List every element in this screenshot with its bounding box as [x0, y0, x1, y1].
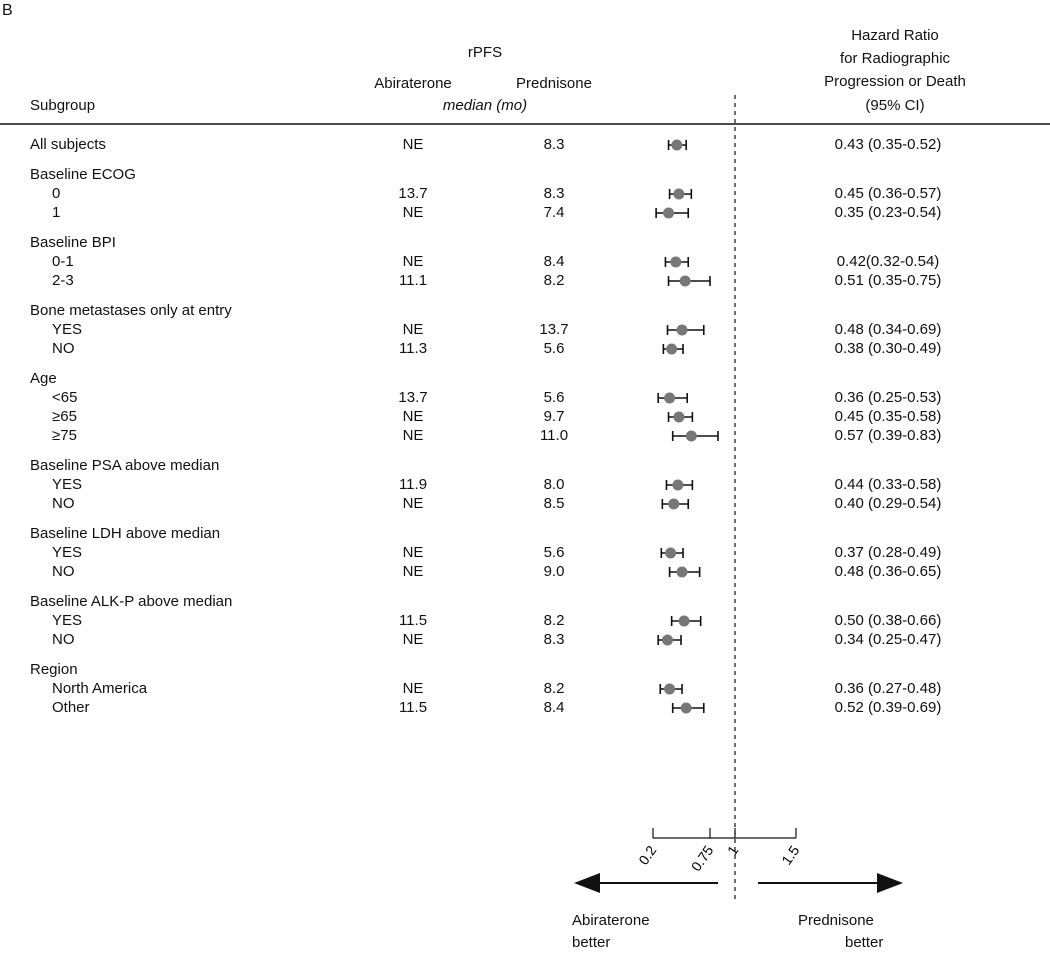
abiraterone-median: 11.1 — [398, 272, 428, 289]
subgroup-header: Baseline ECOG — [30, 166, 136, 183]
subgroup-label: YES — [52, 321, 83, 338]
hazard-ratio-text: 0.43 (0.35-0.52) — [834, 136, 942, 153]
abiraterone-median: 11.9 — [398, 476, 428, 493]
abiraterone-median: 13.7 — [398, 389, 428, 406]
prednisone-median: 8.3 — [543, 185, 565, 202]
prednisone-median: 11.0 — [539, 427, 569, 444]
hazard-ratio-text: 0.45 (0.36-0.57) — [834, 185, 942, 202]
abiraterone-better-line2: better — [572, 934, 611, 951]
prednisone-better-line2: better — [845, 934, 884, 951]
ci-mark — [661, 548, 683, 559]
abiraterone-median: NE — [402, 136, 424, 153]
hazard-ratio-point — [670, 257, 681, 268]
abiraterone-median: NE — [402, 631, 424, 648]
hazard-ratio-text: 0.51 (0.35-0.75) — [834, 272, 942, 289]
ci-mark — [660, 684, 682, 695]
hazard-ratio-point — [680, 276, 691, 287]
ci-mark — [658, 635, 681, 646]
header-prednisone: Prednisone — [516, 75, 592, 92]
hazard-ratio-text: 0.37 (0.28-0.49) — [834, 544, 942, 561]
x-tick-label: 1 — [723, 842, 742, 859]
prednisone-median: 9.0 — [543, 563, 565, 580]
header-hr-line3: Progression or Death — [824, 73, 966, 90]
abiraterone-median: NE — [402, 680, 424, 697]
subgroup-header: Baseline LDH above median — [30, 525, 221, 542]
header-rpfs: rPFS — [467, 44, 503, 61]
ci-mark — [665, 257, 688, 268]
ci-mark — [669, 412, 693, 423]
subgroup-label: 2-3 — [52, 272, 74, 289]
hazard-ratio-point — [672, 480, 683, 491]
prednisone-median: 8.4 — [543, 699, 565, 716]
subgroup-label: YES — [52, 612, 83, 629]
ci-mark — [668, 325, 704, 336]
prednisone-better-line1: Prednisone — [798, 912, 874, 929]
prednisone-median: 8.4 — [543, 253, 565, 270]
x-axis-ticks — [635, 828, 802, 874]
ci-mark — [669, 276, 710, 287]
x-tick-label: 1.5 — [778, 842, 803, 868]
hazard-ratio-text: 0.40 (0.29-0.54) — [834, 495, 942, 512]
prednisone-median: 5.6 — [543, 340, 565, 357]
ci-mark — [666, 480, 692, 491]
prednisone-median: 8.3 — [543, 136, 565, 153]
header-hr-line4: (95% CI) — [865, 97, 925, 114]
x-tick-label: 0.2 — [635, 842, 660, 868]
hazard-ratio-point — [673, 189, 684, 200]
abiraterone-median: 11.5 — [398, 612, 428, 629]
hazard-ratio-text: 0.35 (0.23-0.54) — [834, 204, 942, 221]
subgroup-label: NO — [52, 495, 75, 512]
prednisone-median: 13.7 — [539, 321, 569, 338]
hazard-ratio-point — [662, 635, 673, 646]
hazard-ratio-point — [663, 208, 674, 219]
subgroup-header: Bone metastases only at entry — [30, 302, 232, 319]
hazard-ratio-text: 0.50 (0.38-0.66) — [834, 612, 942, 629]
prednisone-median: 5.6 — [543, 389, 565, 406]
hazard-ratio-point — [668, 499, 679, 510]
subgroup-label: NO — [52, 563, 75, 580]
abiraterone-median: NE — [402, 408, 424, 425]
hazard-ratio-point — [677, 567, 688, 578]
prednisone-median: 8.2 — [543, 680, 565, 697]
abiraterone-better-arrow — [574, 873, 718, 893]
prednisone-median: 8.2 — [543, 612, 565, 629]
prednisone-median: 8.3 — [543, 631, 565, 648]
subgroup-label: 0 — [52, 185, 61, 202]
abiraterone-median: NE — [402, 563, 424, 580]
subgroup-label: <65 — [52, 389, 78, 406]
hazard-ratio-text: 0.38 (0.30-0.49) — [834, 340, 942, 357]
hazard-ratio-point — [664, 393, 675, 404]
ci-mark — [662, 499, 688, 510]
subgroup-header: Baseline PSA above median — [30, 457, 220, 474]
ci-mark — [670, 189, 692, 200]
subgroup-label: YES — [52, 476, 83, 493]
abiraterone-median: NE — [402, 427, 424, 444]
subgroup-label: NO — [52, 631, 75, 648]
prednisone-median: 9.7 — [543, 408, 565, 425]
hazard-ratio-text: 0.44 (0.33-0.58) — [834, 476, 942, 493]
subgroup-header: Baseline BPI — [30, 234, 116, 251]
header-hr-line1: Hazard Ratio — [851, 27, 939, 44]
subgroup-label: North America — [52, 680, 148, 697]
ci-mark — [656, 208, 688, 219]
hazard-ratio-text: 0.45 (0.35-0.58) — [834, 408, 942, 425]
subgroup-label: ≥65 — [52, 408, 77, 425]
subgroup-label: Other — [52, 699, 90, 716]
ci-mark — [669, 140, 687, 151]
abiraterone-median: NE — [402, 544, 424, 561]
prednisone-median: 8.5 — [543, 495, 565, 512]
subgroup-header: Baseline ALK-P above median — [30, 593, 233, 610]
hazard-ratio-point — [686, 431, 697, 442]
header-abiraterone: Abiraterone — [374, 75, 452, 92]
hazard-ratio-point — [681, 703, 692, 714]
hazard-ratio-text: 0.36 (0.27-0.48) — [834, 680, 942, 697]
subgroup-label: 1 — [52, 204, 61, 221]
subgroup-label: All subjects — [30, 136, 106, 153]
prednisone-better-arrow — [758, 873, 903, 893]
hazard-ratio-text: 0.52 (0.39-0.69) — [834, 699, 942, 716]
hazard-ratio-point — [664, 684, 675, 695]
abiraterone-median: 11.3 — [398, 340, 428, 357]
hazard-ratio-text: 0.48 (0.36-0.65) — [834, 563, 942, 580]
ci-mark — [658, 393, 687, 404]
header-hr-line2: for Radiographic — [839, 50, 951, 67]
abiraterone-median: 11.5 — [398, 699, 428, 716]
abiraterone-median: NE — [402, 253, 424, 270]
subgroup-label: ≥75 — [52, 427, 77, 444]
hazard-ratio-text: 0.36 (0.25-0.53) — [834, 389, 942, 406]
prednisone-median: 8.2 — [543, 272, 565, 289]
hazard-ratio-point — [679, 616, 690, 627]
abiraterone-median: NE — [402, 204, 424, 221]
forest-marks — [656, 140, 718, 714]
hazard-ratio-text: 0.57 (0.39-0.83) — [834, 427, 942, 444]
prednisone-median: 8.0 — [543, 476, 565, 493]
hazard-ratio-text: 0.42(0.32-0.54) — [836, 253, 940, 270]
prednisone-median: 7.4 — [543, 204, 565, 221]
panel-label: B — [2, 2, 13, 19]
subgroup-label: YES — [52, 544, 83, 561]
header-subgroup: Subgroup — [30, 97, 96, 114]
prednisone-median: 5.6 — [543, 544, 565, 561]
ci-mark — [672, 616, 701, 627]
ci-mark — [673, 431, 718, 442]
abiraterone-median: 13.7 — [398, 185, 428, 202]
hazard-ratio-point — [671, 140, 682, 151]
hazard-ratio-point — [677, 325, 688, 336]
hazard-ratio-point — [665, 548, 676, 559]
ci-mark — [670, 567, 700, 578]
hazard-ratio-point — [673, 412, 684, 423]
hazard-ratio-text: 0.48 (0.34-0.69) — [834, 321, 942, 338]
abiraterone-median: NE — [402, 495, 424, 512]
hazard-ratio-text: 0.34 (0.25-0.47) — [834, 631, 942, 648]
ci-mark — [663, 344, 683, 355]
header-median: median (mo) — [442, 97, 528, 114]
subgroup-label: NO — [52, 340, 75, 357]
abiraterone-better-line1: Abiraterone — [572, 912, 650, 929]
subgroup-header: Age — [30, 370, 57, 387]
hazard-ratio-point — [666, 344, 677, 355]
ci-mark — [673, 703, 704, 714]
abiraterone-median: NE — [402, 321, 424, 338]
subgroup-label: 0-1 — [52, 253, 74, 270]
x-tick-label: 0.75 — [687, 842, 717, 875]
subgroup-header: Region — [30, 661, 78, 678]
